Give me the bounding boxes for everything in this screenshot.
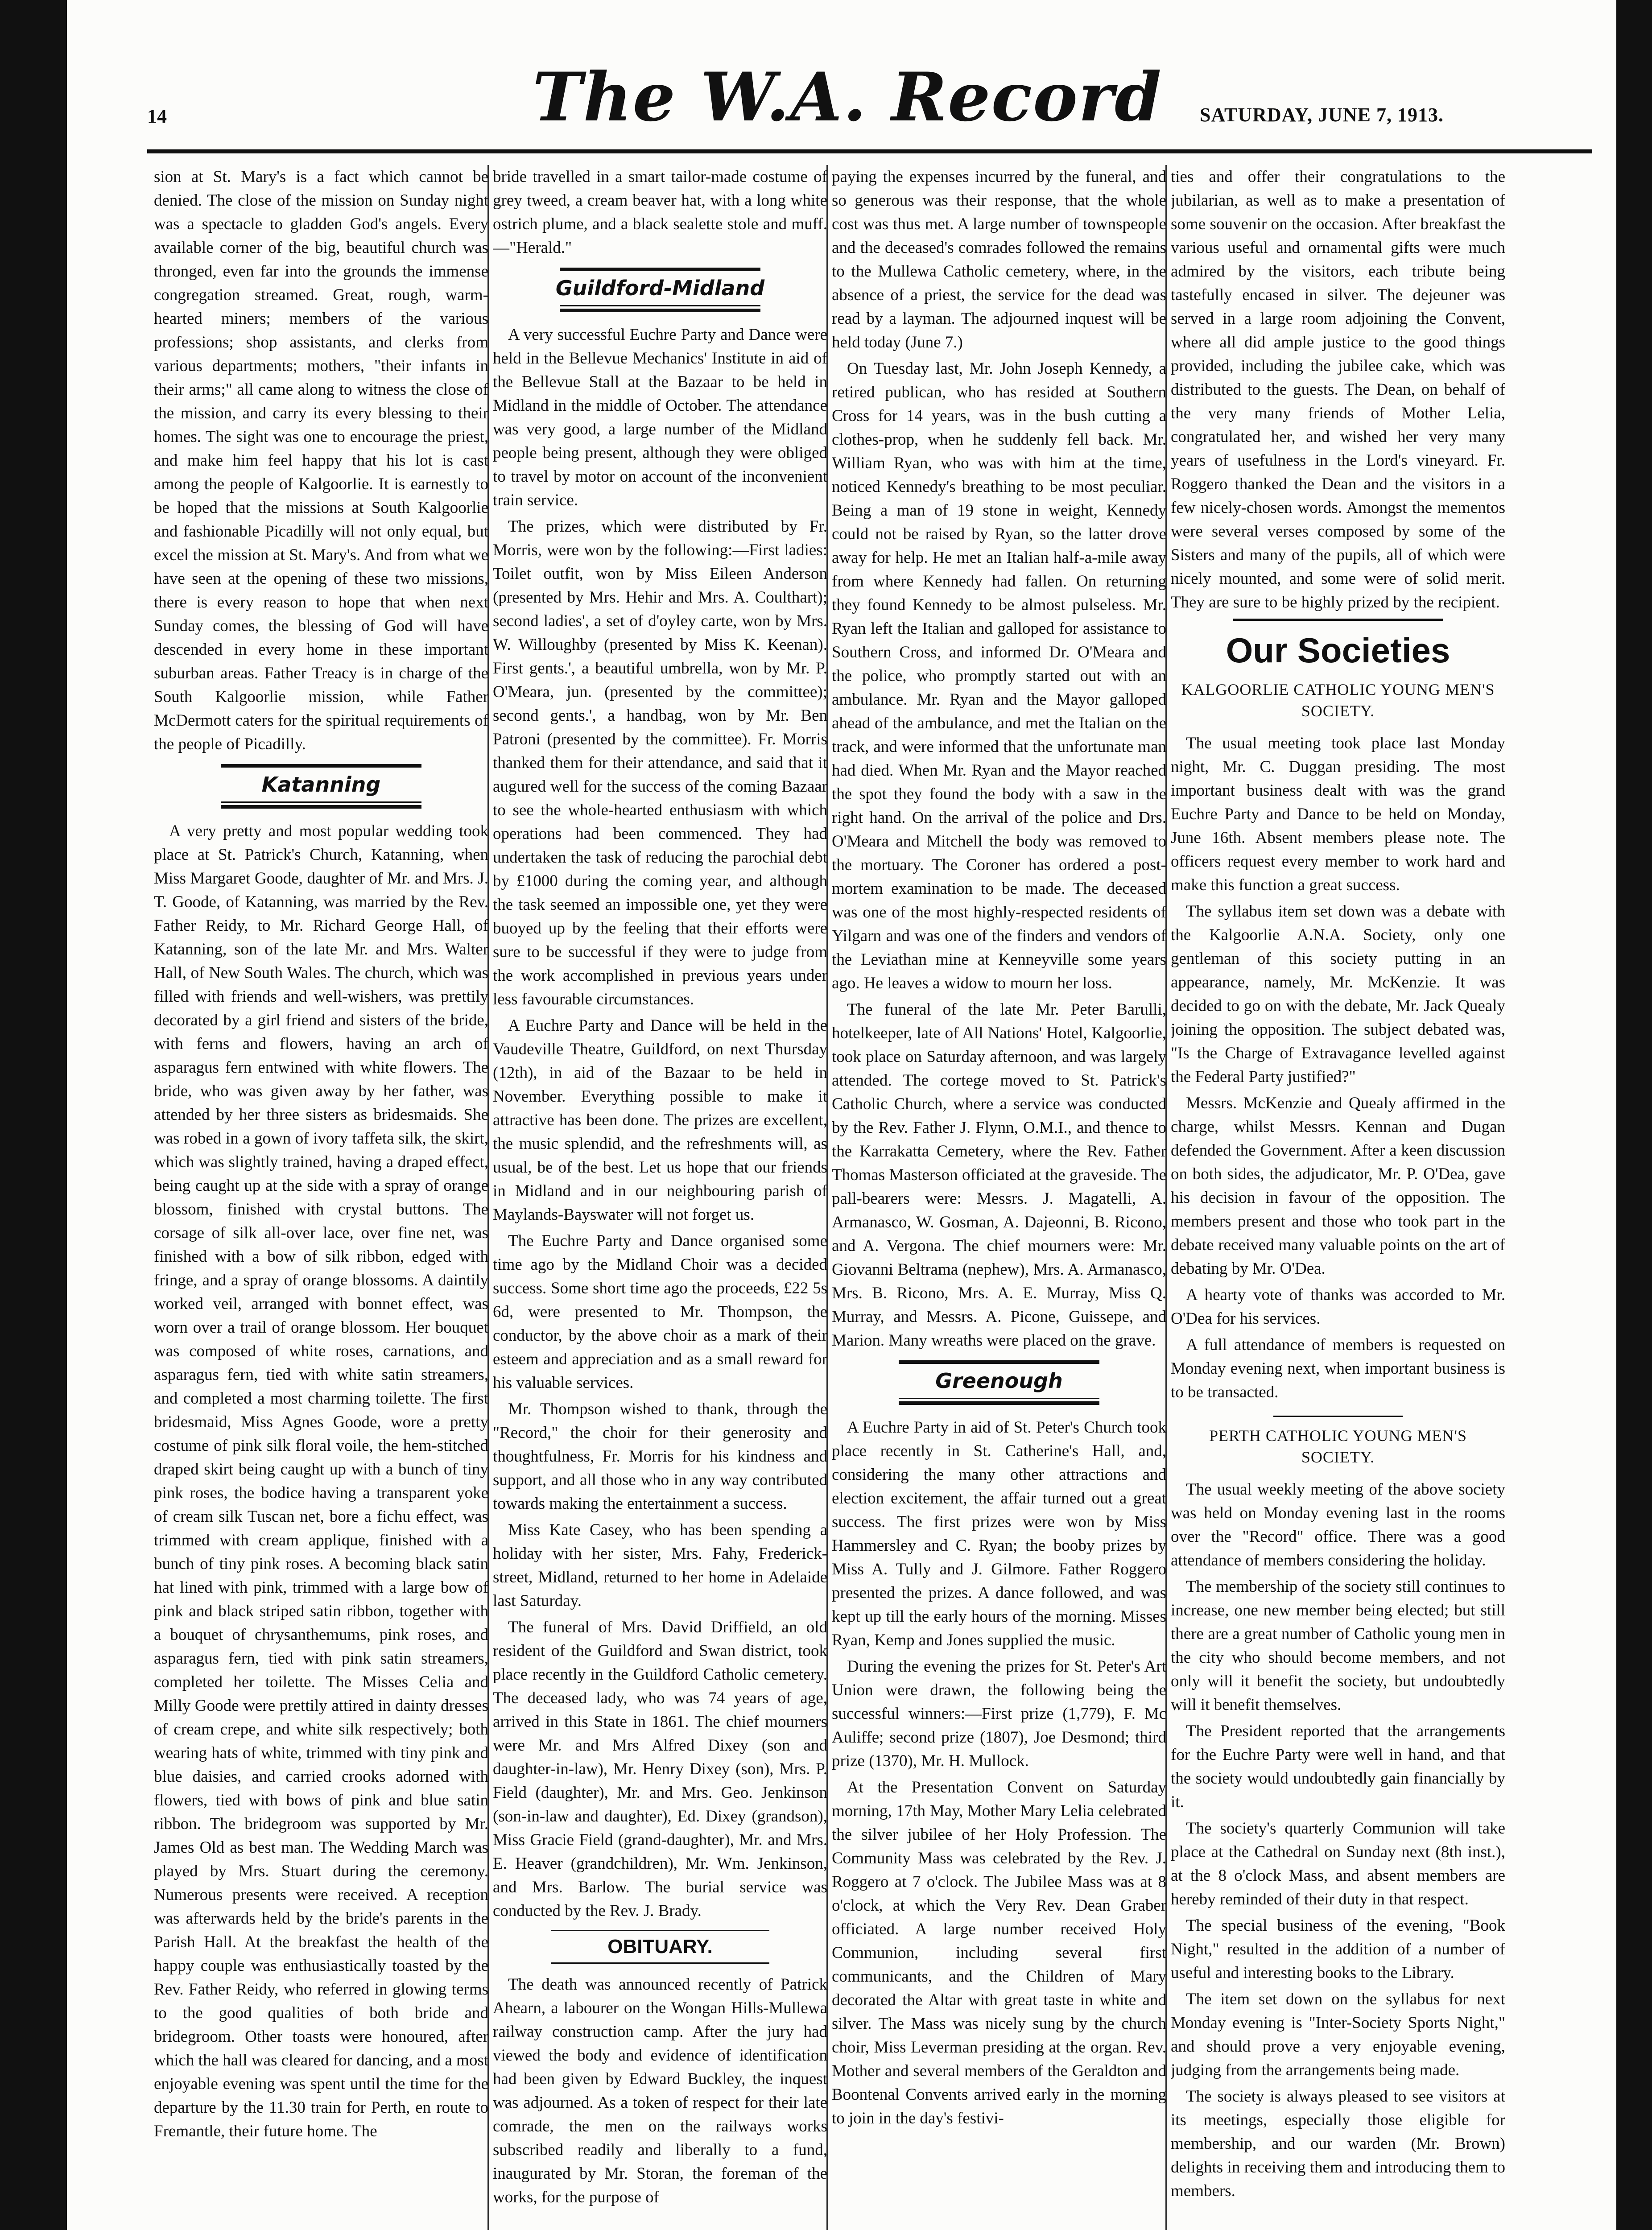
page-number: 14	[147, 105, 167, 127]
article-paragraph: The Euchre Party and Dance organised some time ago by the Midland Choir was a decided success. Some short time ago the proceeds, £22 5s 6d, were presented to Mr. Thompson, the conductor, by the above choir as a mark of their esteem and appreciation and as a small reward for his valuable services.	[493, 1232, 827, 1392]
column-2	[493, 165, 827, 2230]
column-4	[1171, 165, 1505, 2230]
article-paragraph: The society is always pleased to see visitors at its meetings, especially those eligible for membership, and our warden (Mr. Brown) delights in receiving them and introducing them to members.	[1171, 2087, 1505, 2200]
article-paragraph: The special business of the evening, "Book Night," resulted in the addition of a number of useful and interesting books to the Library.	[1171, 1916, 1505, 1982]
section-heading-guildford-midland	[493, 268, 827, 312]
heading-rule	[560, 309, 760, 312]
article-paragraph: sion at St. Mary's is a fact which cannot be denied. The close of the mission on Sunday night was a spectacle to gladden God's angels. Every available corner of the big, beautiful church was thronged, even far into the grounds the immense congregation streamed. Great, rough, warm-hearted miners; members of the various professions; shop assistants, and clerks from various departments; mothers, "their infants in their arms;" all came along to witness the close of the mission, and carry its every blessing to their homes. The sight was one to encourage the priest, and make him feel happy that his lot is cast among the people of Kalgoorlie. It is earnestly to be hoped that the missions at South Kalgoorlie and fashionable Picadilly will not only equal, but excel the mission at St. Mary's. And from what we have seen at the opening of these two missions, there is every reason to hope that when next Sunday comes, the blessing of God will have descended in every home in these important suburban areas. Father Treacy is in charge of the South Kalgoorlie mission, while Father McDermott caters for the spiritual requirements of the people of Picadilly.	[154, 168, 488, 753]
article-paragraph: During the evening the prizes for St. Peter's Art Union were drawn, the following being the successful winners:—First prize (1,779), F. Mc Auliffe; second prize (1807), Joe Desmond; third prize (1370), Mr. H. Mullock.	[832, 1657, 1166, 1770]
column-3	[832, 165, 1166, 2230]
heading-rule	[221, 764, 421, 768]
section-title: OBITUARY.	[607, 1936, 713, 1957]
section-heading-our-societies	[1171, 619, 1505, 671]
heading-rule	[899, 1398, 1099, 1399]
article-paragraph: A very pretty and most popular wedding took place at St. Patrick's Church, Katanning, when Miss Margaret Goode, daughter of Mr. and Mrs. J. T. Goode, of Katanning, was married by the Rev. Father Reidy, to Mr. Richard George Hall, of Katanning, son of the late Mr. and Mrs. Walter Hall, of New South Wales. The church, which was filled with friends and well-wishers, was prettily decorated by a girl friend and sisters of the bride, with ferns and flowers, having an arch of asparagus fern entwined with white flowers. The bride, who was given away by her father, was attended by her three sisters as bridesmaids. She was robed in a gown of ivory taffeta silk, the skirt, which was slightly trained, having a draped effect, being caught up at the side with a spray of orange blossom, finished with crystal buttons. The corsage of silk all-over lace, over fine net, was finished with a bow of silk ribbon, edged with fringe, and a spray of orange blossoms. A daintily worked veil, arranged with bonnet effect, was worn over a trail of orange blossom. Her bouquet was composed of white roses, carnations, and asparagus fern, tied with white satin streamers, and completed a most charming toilette. The first bridesmaid, Miss Agnes Goode, wore a pretty costume of pink silk floral voile, the hem-stitched draped skirt being caught up with a bunch of tiny pink roses, the bodice having a transparent yoke of cream silk Tuscan net, bore a fichu effect, was trimmed with cream applique, finished with a bunch of tiny pink roses. A becoming black satin hat lined with pink, trimmed with a large bow of pink and black striped satin ribbon, together with a bouquet of chrysanthemums, pink roses, and asparagus fern, tied with pink satin streamers, completed her toilette. The Misses Celia and Milly Goode were prettily attired in dainty dresses of cream crepe, and white silk respectively; both wearing hats of white, trimmed with tiny pink and blue daisies, and carried crooks adorned with flowers, tied with bows of pink and blue satin ribbon. The bridegroom was supported by Mr. James Old as best man. The Wedding March was played by Mrs. Stuart during the ceremony. Numerous presents were received. A reception was afterwards held by the bride's parents in the Parish Hall. At the breakfast the health of the happy couple was enthusiastically toasted by the Rev. Father Reidy, who referred in glowing terms to the good qualities of both bride and bridegroom. Other toasts were honoured, after which the hall was cleared for dancing, and a most enjoyable evening was spent until the time for the departure by the 11.30 train for Perth, en route to Fremantle, their future home. The	[154, 822, 488, 2140]
article-paragraph: The usual meeting took place last Monday night, Mr. C. Duggan presiding. The most important business dealt with was the grand Euchre Party and Dance to be held on Monday, June 16th. Absent members please note. The officers request every member to work hard and make this function a great success.	[1171, 734, 1505, 894]
scan-border-left	[0, 0, 67, 2230]
article-paragraph: bride travelled in a smart tailor-made costume of grey tweed, a cream beaver hat, with a long white ostrich plume, and a black sealette stole and muff.—"Herald."	[493, 168, 827, 257]
article-paragraph: The item set down on the syllabus for next Monday evening is "Inter-Society Sports Night," and should prove a very enjoyable evening, judging from the arrangements being made.	[1171, 1990, 1505, 2079]
article-paragraph: At the Presentation Convent on Saturday morning, 17th May, Mother Mary Lelia celebrated the silver jubilee of her Holy Profession. The Community Mass was celebrated by the Rev. J. Roggero at 7 o'clock. The Jubilee Mass was at 8 o'clock, at which the Very Rev. Dean Graber officiated. A large number received Holy Communion, including several first communicants, and the Children of Mary decorated the Altar with great taste in white and silver. The Mass was nicely sung by the church choir, Miss Leverman presiding at the organ. Rev. Mother and several members of the Geraldton and Boontenal Convents arrived early in the morning to join in the day's festivi-	[832, 1778, 1166, 2127]
section-title: Katanning	[261, 772, 381, 797]
heading-rule	[551, 1962, 769, 1964]
article-paragraph: The syllabus item set down was a debate with the Kalgoorlie A.N.A. Society, only one gentleman of this society putting in an appearance, namely, Mr. McKenzie. It was decided to go on with the debate, Mr. Jack Quealy joining the opposition. The subject debated was, "Is the Charge of Extravagance levelled against the Federal Party justified?"	[1171, 902, 1505, 1086]
article-paragraph: The President reported that the arrangements for the Euchre Party were well in hand, and that the society would undoubtedly gain financially by it.	[1171, 1722, 1505, 1811]
article-paragraph: The usual weekly meeting of the above society was held on Monday evening last in the rooms over the "Record" office. There was a good attendance of members considering the holiday.	[1171, 1480, 1505, 1569]
heading-rule	[1233, 619, 1443, 621]
subheading-perth-society: PERTH CATHOLIC YOUNG MEN'S SOCIETY.	[1209, 1427, 1467, 1466]
section-title: Guildford-Midland	[555, 276, 765, 300]
article-paragraph: A hearty vote of thanks was accorded to Mr. O'Dea for his services.	[1171, 1286, 1505, 1328]
article-paragraph: ties and offer their congratulations to the jubilarian, as well as to make a presentation of some souvenir on the occasion. After breakfast the various useful and ornamental gifts were much admired by the visitors, each tribute being tastefully encased in silver. The dejeuner was served in a large room adjoining the Convent, where all did ample justice to the good things provided, including the jubilee cake, which was distributed to the guests. The Dean, on behalf of the very many friends of Mother Lelia, congratulated her, and wished her very many years of usefulness in the Lord's vineyard. Fr. Roggero thanked the Dean and the visitors in a few nicely-chosen words. Amongst the mementos were several verses composed by some of the Sisters and many of the pupils, all of which were nicely mounted, and some were of solid merit. They are sure to be highly prized by the recipient.	[1171, 168, 1505, 611]
subheading-kalgoorlie-society: KALGOORLIE CATHOLIC YOUNG MEN'S SOCIETY.	[1181, 681, 1495, 720]
article-paragraph: The death was announced recently of Patrick Ahearn, a labourer on the Wongan Hills-Mullewa railway construction camp. After the jury had viewed the body and evidence of identification had been given by Edward Buckley, the inquest was adjourned. As a token of respect for their late comrade, the men on the railways works subscribed readily and liberally to a fund, inaugurated by Mr. Storan, the foreman of the works, for the purpose of	[493, 1975, 827, 2206]
article-paragraph: The society's quarterly Communion will take place at the Cathedral on Sunday next (8th inst.), at the 8 o'clock Mass, and absent members are hereby reminded of their duty in that respect.	[1171, 1819, 1505, 1908]
article-paragraph: A Euchre Party in aid of St. Peter's Church took place recently in St. Catherine's Hall, and, considering the many other attractions and election excitement, the affair turned out a great success. The first prizes were won by Miss Hammersley and C. Ryan; the booby prizes by Miss A. Tully and J. Gilmore. Father Roggero presented the prizes. A dance followed, and was kept up till the early hours of the morning. Misses Ryan, Kemp and Jones supplied the music.	[832, 1418, 1166, 1649]
divider-rule	[1273, 1416, 1403, 1417]
article-paragraph: Messrs. McKenzie and Quealy affirmed in the charge, whilst Messrs. Kennan and Dugan defended the Government. After a keen discussion on both sides, the adjudicator, Mr. P. O'Dea, gave his decision in favour of the opposition. The members present and those who took part in the debate received many valuable points on the art of debating by Mr. O'Dea.	[1171, 1094, 1505, 1278]
article-paragraph: A very successful Euchre Party and Dance were held in the Bellevue Mechanics' Institute in aid of the Bellevue Stall at the Bazaar to be held in Midland in the middle of October. The attendance was very good, a large number of the Midland people being present, although they were obliged to travel by motor on account of the inconvenient train service.	[493, 326, 827, 509]
section-title: Our Societies	[1226, 631, 1450, 670]
masthead: The W.A. Record	[533, 58, 1162, 136]
article-paragraph: The membership of the society still continues to increase, one new member being elected; but still there are a great number of Catholic young men in the city who should become members, and not only will it benefit the society, but undoubtedly will it benefit themselves.	[1171, 1578, 1505, 1714]
article-paragraph: The prizes, which were distributed by Fr. Morris, were won by the following:—First ladies: Toilet outfit, won by Miss Eileen Anderson (presented by Mrs. Hehir and Mrs. A. Coulthart); second ladies', a set of d'oyley carte, won by Mrs. W. Willoughby (presented by Miss K. Keenan). First gents.', a beautiful umbrella, won by Mr. P. O'Meara, jun. (presented by the committee); second gents.', a handbag, won by Mr. Ben Patroni (presented by the committee). Fr. Morris thanked them for their attendance, and said that it augured well for the success of the coming Bazaar to see the whole-hearted enthusiasm with which operations had been commenced. They had undertaken the task of reducing the parochial debt by £1000 during the coming year, and although the task seemed an impossible one, yet they were buoyed up by the feeling that their efforts were sure to be successful if they were to judge from the work accomplished in previous years under less favourable circumstances.	[493, 517, 827, 1008]
article-paragraph: The funeral of the late Mr. Peter Barulli, hotelkeeper, late of All Nations' Hotel, Kalgoorlie, took place on Saturday afternoon, and was largely attended. The cortege moved to St. Patrick's Catholic Church, where a service was conducted by the Rev. Father J. Flynn, O.M.I., and thence to the Karrakatta Cemetery, where the Rev. Father Thomas Masterson officiated at the graveside. The pall-bearers were: Messrs. J. Magatelli, A. Armanasco, W. Gosman, A. Dajeonni, B. Ricono, and A. Vergona. The chief mourners were: Mr. Giovanni Beltrama (nephew), Mrs. A. Armanasco, Mrs. B. Ricono, Mrs. A. E. Murray, Miss Q. Murray, and Messrs. A. Picone, Guissepe, and Marion. Many wreaths were placed on the grave.	[832, 1000, 1166, 1350]
article-paragraph: The funeral of Mrs. David Driffield, an old resident of the Guildford and Swan district, took place recently in the Guildford Catholic cemetery. The deceased lady, who was 74 years of age, arrived in this State in 1861. The chief mourners were Mr. and Mrs Alfred Dixey (son and daughter-in-law), Mr. Henry Dixey (son), Mrs. P. Field (daughter), Mr. and Mrs. Geo. Jenkinson (son-in-law and daughter), Ed. Dixey (grandson), Miss Gracie Field (grand-daughter), Mr. and Mrs. E. Heaver (grandchildren), Mr. Wm. Jenkinson, and Mrs. Barlow. The burial service was conducted by the Rev. J. Brady.	[493, 1618, 827, 1920]
column-1	[154, 165, 488, 2230]
section-title: Greenough	[935, 1369, 1063, 1393]
heading-rule	[899, 1401, 1099, 1405]
heading-rule	[899, 1360, 1099, 1364]
heading-rule	[551, 1930, 769, 1931]
article-paragraph: A full attendance of members is requested on Monday evening next, when important business is to be transacted.	[1171, 1336, 1505, 1401]
article-paragraph: A Euchre Party and Dance will be held in the Vaudeville Theatre, Guildford, on next Thursday (12th), in aid of the Bazaar to be held in November. Everything possible to make it attractive has been done. The prizes are excellent, the music splendid, and the refreshments will, as usual, be of the best. Let us hope that our friends in Midland and in our neighbouring parish of Maylands-Bayswater will not forget us.	[493, 1016, 827, 1224]
heading-rule	[560, 268, 760, 271]
scan-border-right	[1616, 0, 1652, 2230]
issue-date: SATURDAY, JUNE 7, 1913.	[1200, 104, 1444, 126]
heading-rule	[221, 805, 421, 809]
section-heading-obituary	[493, 1930, 827, 1964]
article-paragraph: On Tuesday last, Mr. John Joseph Kennedy, a retired publican, who has resided at Southern Cross for 14 years, was in the bush cutting a clothes-prop, when he suddenly fell back. Mr. William Ryan, who was with him at the time, noticed Kennedy's breathing to be most peculiar. Being a man of 19 stone in weight, Kennedy could not be raised by Ryan, so the latter drove away for help. He met an Italian half-a-mile away from where Kennedy had fallen. On returning they found Kennedy to be almost pulseless. Mr. Ryan left the Italian and galloped for assistance to Southern Cross, and informed Dr. O'Meara and the police, who promptly started out with an ambulance. Mr. Ryan and the Mayor galloped ahead of the ambulance, and met the Italian on the track, and were informed that the unfortunate man had died. When Mr. Ryan and the Mayor reached the spot they found the body with a saw in the right hand. On the arrival of the police and Drs. O'Meara and Mitchell the body was removed to the mortuary. The Coroner has ordered a post-mortem examination to be made. The deceased was one of the most highly-respected residents of Yilgarn and was one of the finders and vendors of the Leviathan mine at Kenneyville some years ago. He leaves a widow to mourn her loss.	[832, 359, 1166, 992]
header-rule	[147, 149, 1592, 153]
section-heading-katanning	[154, 764, 488, 809]
section-heading-greenough	[832, 1360, 1166, 1405]
heading-rule	[560, 305, 760, 306]
article-paragraph: Miss Kate Casey, who has been spending a holiday with her sister, Mrs. Fahy, Frederick-street, Midland, returned to her home in Adelaide last Saturday.	[493, 1521, 827, 1610]
heading-rule	[221, 801, 421, 803]
article-paragraph: paying the expenses incurred by the funeral, and so generous was their response, that the whole cost was thus met. A large number of townspeople and the deceased's comrades followed the remains to the Mullewa Catholic cemetery, where, in the absence of a priest, the service for the dead was read by a layman. The adjourned inquest will be held today (June 7.)	[832, 168, 1166, 351]
article-paragraph: Mr. Thompson wished to thank, through the "Record," the choir for their generosity and thoughtfulness, Fr. Morris for his kindness and support, and all those who in any way contributed towards making the entertainment a success.	[493, 1400, 827, 1513]
